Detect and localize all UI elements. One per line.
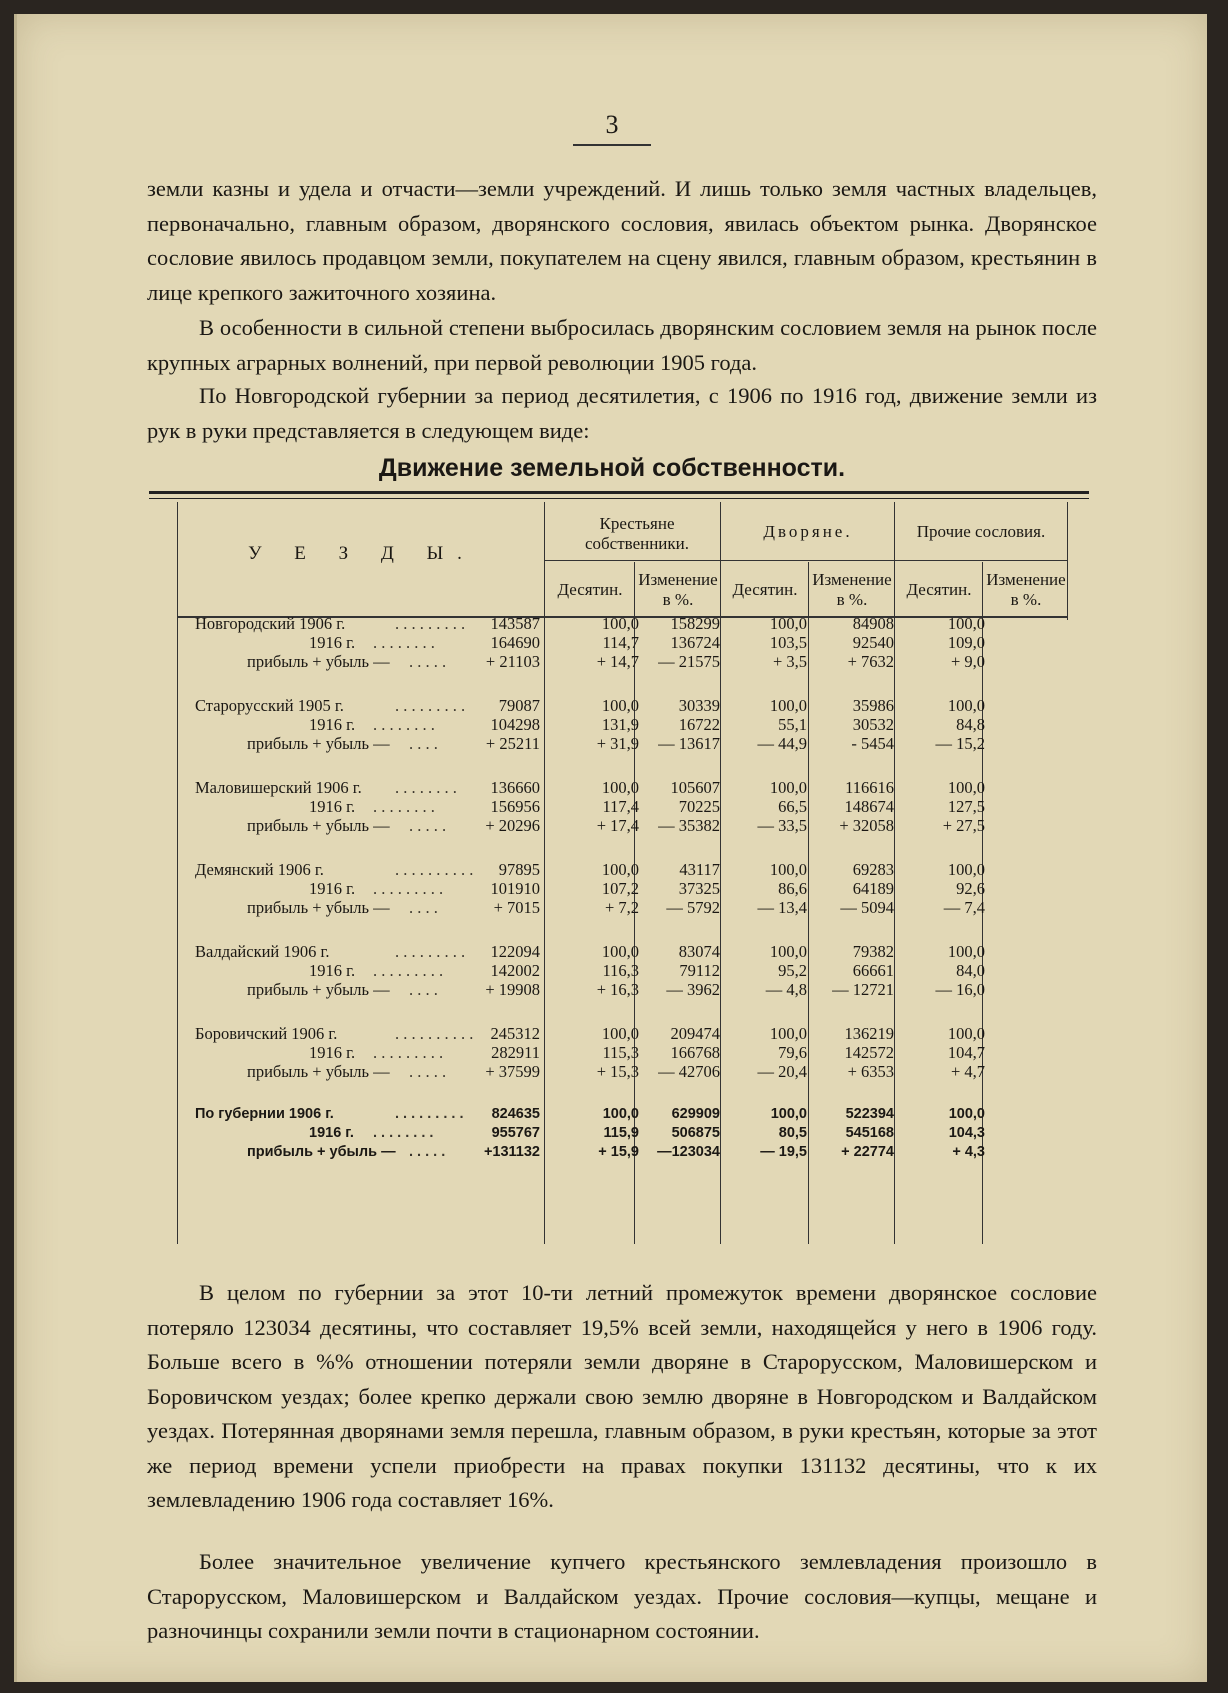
table-cell: 100,0	[770, 1106, 807, 1122]
table-cell: — 44,9	[757, 734, 807, 753]
district-group	[177, 778, 1067, 860]
table-cell: 104298	[490, 715, 540, 734]
row-label: По губернии 1906 г.	[195, 1106, 334, 1122]
table-cell: + 27,5	[942, 816, 985, 835]
table-cell: 142572	[844, 1043, 894, 1062]
table-cell: - 5454	[851, 734, 894, 753]
leader-dots: . . . . . . . .	[395, 778, 457, 797]
table-cell: 66,5	[778, 797, 807, 816]
table-cell: 100,0	[602, 1106, 639, 1122]
table-cell: 30532	[852, 715, 894, 734]
table-cell: — 16,0	[935, 980, 985, 999]
table-cell: 100,0	[769, 1024, 807, 1043]
sub-header-desyatin-3: Десятин.	[906, 580, 972, 599]
table-cell: + 3,5	[772, 652, 807, 671]
table-cell: 142002	[490, 961, 540, 980]
table-cell: — 4,8	[765, 980, 807, 999]
table-cell: 100,0	[769, 942, 807, 961]
table-cell: 84908	[852, 614, 894, 633]
leader-dots: . . . . . . . . .	[373, 961, 444, 980]
table-cell: 116616	[845, 778, 894, 797]
row-label: прибыль + убыль —	[247, 1062, 390, 1081]
table-cell: — 7,4	[943, 898, 985, 917]
table-cell: 100,0	[947, 860, 985, 879]
table-row	[177, 696, 1067, 715]
table-cell: 143587	[490, 614, 540, 633]
leader-dots: . . . . .	[409, 652, 447, 671]
table-cell: 55,1	[778, 715, 807, 734]
leader-dots: . . . . . . . . . .	[395, 1024, 474, 1043]
row-label: 1916 г.	[309, 797, 356, 816]
row-label: Валдайский 1906 г.	[195, 942, 330, 961]
table-cell: 43117	[679, 860, 720, 879]
table-top-rule-thin	[149, 498, 1089, 499]
table-cell: 100,0	[947, 696, 985, 715]
table-cell: 84,8	[956, 715, 985, 734]
row-label: прибыль + убыль —	[247, 1144, 396, 1160]
table-cell: +131132	[483, 1144, 540, 1160]
table-cell: — 33,5	[757, 816, 807, 835]
district-group	[177, 1106, 1067, 1188]
table-row	[177, 1062, 1067, 1081]
col-header-uezdy: У Е З Д Ы.	[248, 543, 476, 564]
table-cell: 16722	[678, 715, 720, 734]
table-cell: 79087	[498, 696, 540, 715]
table-cell: — 20,4	[757, 1062, 807, 1081]
table-cell: — 5792	[666, 898, 720, 917]
district-group	[177, 860, 1067, 942]
sub-header-desyatin-2: Десятин.	[732, 580, 798, 599]
table-cell: 209474	[670, 1024, 720, 1043]
row-label: 1916 г.	[309, 715, 356, 734]
row-label: прибыль + убыль —	[247, 816, 390, 835]
table-cell: 100,0	[601, 942, 639, 961]
table-cell: 80,5	[778, 1125, 807, 1141]
table-cell: 100,0	[769, 860, 807, 879]
table-cell: 100,0	[947, 614, 985, 633]
table-cell: — 42706	[658, 1062, 720, 1081]
table-cell: + 25211	[485, 734, 540, 753]
page-number: 3	[605, 110, 619, 139]
table-row	[177, 980, 1067, 999]
table-cell: 100,0	[601, 696, 639, 715]
table-row	[177, 961, 1067, 980]
table-row	[177, 614, 1067, 633]
table-cell: + 4,3	[952, 1144, 985, 1160]
district-group	[177, 614, 1067, 696]
table-cell: 70225	[678, 797, 720, 816]
table-cell: 164690	[490, 633, 540, 652]
table-row	[177, 1043, 1067, 1062]
sub-header-change-2: Изменение в %.	[812, 570, 892, 609]
row-label: прибыль + убыль —	[247, 898, 390, 917]
table-row	[177, 1125, 1067, 1144]
leader-dots: . . . . . . . .	[373, 715, 435, 734]
table-cell: 79112	[679, 961, 720, 980]
table-cell: 97895	[498, 860, 540, 879]
leader-dots: . . . . . . . . .	[373, 1043, 444, 1062]
table-row	[177, 633, 1067, 652]
table-cell: 69283	[852, 860, 894, 879]
leader-dots: . . . . . . . .	[373, 633, 435, 652]
table-row	[177, 879, 1067, 898]
outro-paragraph-1: В целом по губернии за этот 10-ти летний промежуток времени дворянское сословие потеряло 123034 десятины, что составляет 19,5% всей земли, находящейся у него в 1906 году. Больше всего в %% отношении потеряли земли дворяне в Старорусском, Маловишерском и Боровичском уездах; более крепко держали свою землю дворяне в Новгородском и Валдайском уездах. Потерянная дворянами земля перешла, главным образом, в руки крестьян, которые за этот же период времени успели приобрести на правах покупки 131132 десятины, что к их землевладению 1906 года составляет 16%.	[147, 1280, 1097, 1512]
table-cell: 83074	[678, 942, 720, 961]
leader-dots: . . . . . . . . .	[395, 696, 466, 715]
table-cell: 92,6	[956, 879, 985, 898]
row-label: Маловишерский 1906 г.	[195, 778, 362, 797]
sub-header-desyatin-1: Десятин.	[557, 580, 623, 599]
col-group-peasants: Крестьяне собственники.	[584, 514, 690, 553]
table-cell: 103,5	[769, 633, 807, 652]
table-cell: 156956	[490, 797, 540, 816]
table-cell: 522394	[845, 1106, 894, 1122]
table-cell: 245312	[490, 1024, 540, 1043]
table-cell: 64189	[852, 879, 894, 898]
table-cell: 104,7	[947, 1043, 985, 1062]
table-cell: —123034	[657, 1144, 720, 1160]
table-cell: 84,0	[956, 961, 985, 980]
leader-dots: . . . . . . . .	[373, 797, 435, 816]
table-row	[177, 715, 1067, 734]
leader-dots: . . . . . . . . .	[395, 942, 466, 961]
table-cell: + 15,9	[598, 1144, 639, 1160]
leader-dots: . . . .	[409, 980, 438, 999]
col-group-others: Прочие сословия.	[916, 522, 1046, 541]
table-cell: 282911	[491, 1043, 540, 1062]
row-label: 1916 г.	[309, 879, 356, 898]
document-page	[14, 14, 1207, 1682]
row-label: прибыль + убыль —	[247, 980, 390, 999]
table-cell: 955767	[491, 1125, 540, 1141]
table-cell: 545168	[845, 1125, 894, 1141]
table-cell: + 37599	[485, 1062, 540, 1081]
table-cell: + 7632	[847, 652, 894, 671]
table-row	[177, 1106, 1067, 1125]
table-cell: 66661	[852, 961, 894, 980]
table-row	[177, 778, 1067, 797]
table-cell: — 15,2	[935, 734, 985, 753]
table-cell: 100,0	[601, 778, 639, 797]
table-cell: — 3962	[666, 980, 720, 999]
leader-dots: . . . . . . . . . .	[395, 860, 474, 879]
table-cell: 166768	[670, 1043, 720, 1062]
table-cell: + 20296	[485, 816, 540, 835]
table-cell: + 9,0	[950, 652, 985, 671]
table-cell: 100,0	[601, 1024, 639, 1043]
table-row	[177, 898, 1067, 917]
table-cell: 148674	[844, 797, 894, 816]
table-cell: 114,7	[602, 633, 639, 652]
table-cell: + 15,3	[596, 1062, 639, 1081]
table-cell: 131,9	[601, 715, 639, 734]
table-cell: + 21103	[485, 652, 540, 671]
row-label: прибыль + убыль —	[247, 652, 390, 671]
sub-header-change-1: Изменение в %.	[638, 570, 718, 609]
sub-header-change-3: Изменение в %.	[986, 570, 1066, 609]
table-cell: + 22774	[841, 1144, 894, 1160]
row-label: Демянский 1906 г.	[195, 860, 324, 879]
table-cell: 79,6	[778, 1043, 807, 1062]
table-row	[177, 860, 1067, 879]
table-cell: 104,3	[948, 1125, 985, 1141]
table-cell: + 19908	[485, 980, 540, 999]
table-cell: 105607	[670, 778, 720, 797]
district-group	[177, 1024, 1067, 1106]
row-label: Боровичский 1906 г.	[195, 1024, 338, 1043]
table-cell: 158299	[670, 614, 720, 633]
table-cell: 37325	[678, 879, 720, 898]
col-group-nobles: Дворяне.	[763, 522, 853, 541]
table-cell: 100,0	[601, 614, 639, 633]
table-cell: 136219	[844, 1024, 894, 1043]
table-cell: 100,0	[769, 614, 807, 633]
table-row	[177, 652, 1067, 671]
row-label: Старорусский 1905 г.	[195, 696, 344, 715]
leader-dots: . . . . .	[409, 1062, 447, 1081]
intro-paragraph-1: земли казны и удела и отчасти—земли учреждений. И лишь только земля частных владельцев, первоначально, главным образом, дворянского сословия, явилась объектом рынка. Дворянское сословие явилось продавцом земли, покупателем на сцену явился, главным образом, крестьянин в лице крепкого зажиточного хозяина.	[147, 176, 1097, 305]
district-group	[177, 696, 1067, 778]
table-cell: 95,2	[778, 961, 807, 980]
table-cell: 100,0	[601, 860, 639, 879]
table-cell: + 6353	[847, 1062, 894, 1081]
table-body	[177, 614, 1067, 1188]
outro-paragraph-2: Более значительное увеличение купчего крестьянского землевладения произошло в Старорусском, Маловишерском и Валдайском уездах. Прочие сословия—купцы, мещане и разночинцы сохранили земли почти в стационарном состоянии.	[147, 1549, 1097, 1643]
table-title: Движение земельной собственности.	[378, 454, 846, 482]
table-cell: 116,3	[602, 961, 639, 980]
row-label: 1916 г.	[309, 1043, 356, 1062]
leader-dots: . . . .	[409, 898, 438, 917]
table-cell: + 16,3	[596, 980, 639, 999]
district-group	[177, 942, 1067, 1024]
row-label: 1916 г.	[309, 1125, 354, 1141]
table-cell: + 7015	[493, 898, 540, 917]
table-cell: — 19,5	[760, 1144, 807, 1160]
row-label: 1916 г.	[309, 961, 356, 980]
table-cell: — 13617	[658, 734, 720, 753]
table-cell: + 4,7	[950, 1062, 985, 1081]
table-cell: — 13,4	[757, 898, 807, 917]
table-cell: + 32058	[839, 816, 894, 835]
leader-dots: . . . . . . . . .	[395, 1106, 464, 1122]
table-cell: + 7,2	[604, 898, 639, 917]
intro-paragraph-3: По Новгородской губернии за период десятилетия, с 1906 по 1916 год, движение земли из рук в руки представляется в следующем виде:	[147, 383, 1097, 443]
table-cell: — 5094	[840, 898, 894, 917]
table-cell: 136660	[490, 778, 540, 797]
table-cell: 100,0	[769, 778, 807, 797]
leader-dots: . . . . . . . . .	[395, 614, 466, 633]
table-cell: 115,9	[603, 1125, 639, 1141]
table-cell: 117,4	[602, 797, 639, 816]
table-cell: 86,6	[778, 879, 807, 898]
table-cell: — 35382	[658, 816, 720, 835]
table-top-rule	[149, 491, 1089, 494]
table-cell: 92540	[852, 633, 894, 652]
table-cell: 30339	[678, 696, 720, 715]
leader-dots: . . . . .	[409, 816, 447, 835]
table-cell: 122094	[490, 942, 540, 961]
table-cell: — 21575	[658, 652, 720, 671]
table-cell: + 31,9	[596, 734, 639, 753]
row-label: прибыль + убыль —	[247, 734, 390, 753]
table-cell: 100,0	[769, 696, 807, 715]
table-cell: 100,0	[947, 778, 985, 797]
leader-dots: . . . . . . . .	[373, 1125, 434, 1141]
table-cell: 100,0	[947, 942, 985, 961]
page-number-underline	[573, 144, 651, 146]
table-cell: 109,0	[947, 633, 985, 652]
table-cell: 101910	[490, 879, 540, 898]
row-label: Новгородский 1906 г.	[195, 614, 346, 633]
leader-dots: . . . . .	[409, 1144, 446, 1160]
table-cell: 127,5	[947, 797, 985, 816]
table-row	[177, 797, 1067, 816]
leader-dots: . . . . . . . . .	[373, 879, 444, 898]
leader-dots: . . . .	[409, 734, 438, 753]
table-row	[177, 734, 1067, 753]
table-row	[177, 816, 1067, 835]
table-cell: 824635	[491, 1106, 540, 1122]
table-cell: 629909	[671, 1106, 720, 1122]
table-row	[177, 1144, 1067, 1163]
table-cell: 100,0	[947, 1024, 985, 1043]
table-cell: 107,2	[601, 879, 639, 898]
table-cell: 136724	[670, 633, 720, 652]
table-cell: 79382	[852, 942, 894, 961]
table-cell: + 17,4	[596, 816, 639, 835]
table-row	[177, 942, 1067, 961]
table-cell: 35986	[852, 696, 894, 715]
intro-paragraph-2: В особенности в сильной степени выбросилась дворянским сословием земля на рынок после крупных аграрных волнений, при первой революции 1905 года.	[147, 315, 1097, 375]
table-cell: + 14,7	[596, 652, 639, 671]
row-label: 1916 г.	[309, 633, 356, 652]
header-sub-rule	[544, 560, 1067, 561]
table-cell: 506875	[671, 1125, 720, 1141]
table-row	[177, 1024, 1067, 1043]
table-cell: 115,3	[602, 1043, 639, 1062]
table-cell: — 12721	[832, 980, 894, 999]
table-cell: 100,0	[948, 1106, 985, 1122]
